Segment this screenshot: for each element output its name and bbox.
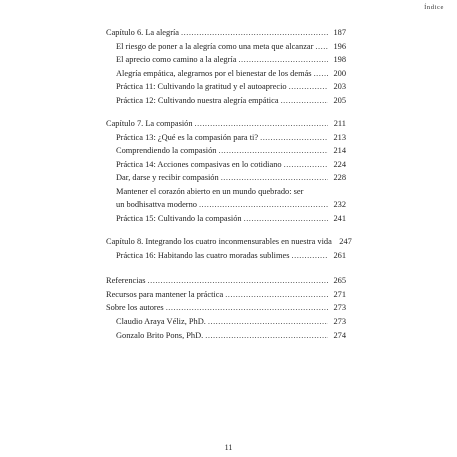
dot-leader xyxy=(284,158,328,171)
dot-leader xyxy=(181,26,328,39)
toc-entry xyxy=(116,67,346,80)
dot-leader xyxy=(221,171,328,184)
toc-entry-page: 214 xyxy=(333,146,346,155)
dot-leader xyxy=(208,315,328,328)
dot-leader xyxy=(166,301,328,314)
toc-entry xyxy=(116,212,346,225)
dot-leader xyxy=(195,117,328,130)
running-head: Índice xyxy=(424,4,444,11)
toc-entry-page: 228 xyxy=(333,173,346,182)
dot-leader xyxy=(315,40,328,53)
toc-entry-page: 265 xyxy=(333,276,346,285)
dot-leader xyxy=(238,53,328,66)
dot-leader xyxy=(199,198,328,211)
toc-entry-page: 274 xyxy=(333,331,346,340)
toc-entry-title: Práctica 14: Acciones compasivas en lo cotidiano xyxy=(116,160,282,169)
toc-entry xyxy=(116,329,346,342)
toc-entry-page: 211 xyxy=(333,119,346,128)
toc-entry-title: El aprecio como camino a la alegría xyxy=(116,55,237,64)
toc-entry-title: Práctica 11: Cultivando la gratitud y el autoaprecio xyxy=(116,82,287,91)
toc-entry-page: 200 xyxy=(333,69,346,78)
toc-entry-title: Comprendiendo la compasión xyxy=(116,146,217,155)
toc-entry xyxy=(116,185,346,198)
toc-entry-title: El riesgo de poner a la alegría como una meta que alcanzar xyxy=(116,42,314,51)
toc-entry-title: Claudio Araya Véliz, PhD. xyxy=(116,317,206,326)
toc-entry-page: 241 xyxy=(333,214,346,223)
toc-entry xyxy=(116,249,346,262)
toc-entry xyxy=(116,158,346,171)
toc-entry xyxy=(116,198,346,211)
toc-entry xyxy=(106,288,346,301)
toc-entry-page: 187 xyxy=(333,28,346,37)
toc-entry xyxy=(116,94,346,107)
toc-entry-title: Referencias xyxy=(106,276,146,285)
toc-entry xyxy=(116,144,346,157)
toc-entry xyxy=(116,40,346,53)
toc-entry-title: Gonzalo Brito Pons, PhD. xyxy=(116,331,204,340)
dot-leader xyxy=(314,67,328,80)
dot-leader xyxy=(289,80,328,93)
toc-entry-page: 273 xyxy=(333,303,346,312)
toc-entry-title: Práctica 16: Habitando las cuatro moradas sublimes xyxy=(116,251,290,260)
toc-entry-title: Mantener el corazón abierto en un mundo quebrado: ser xyxy=(116,187,304,196)
toc-entry-title: Práctica 15: Cultivando la compasión xyxy=(116,214,242,223)
toc-entry-title: Recursos para mantener la práctica xyxy=(106,290,224,299)
dot-leader xyxy=(260,131,328,144)
toc-entry-page: 196 xyxy=(333,42,346,51)
toc-entry-page: 247 xyxy=(339,237,352,246)
toc-entry xyxy=(106,301,346,314)
dot-leader xyxy=(281,94,328,107)
toc-entry xyxy=(116,131,346,144)
toc-entry-page: 224 xyxy=(333,160,346,169)
toc-entry-title: un bodhisattva moderno xyxy=(116,200,197,209)
toc-entry xyxy=(106,117,346,130)
toc-entry-page: 273 xyxy=(333,317,346,326)
dot-leader xyxy=(218,144,328,157)
toc-entry xyxy=(106,26,346,39)
toc-entry-page: 213 xyxy=(333,133,346,142)
toc-entry-title: Capítulo 7. La compasión xyxy=(106,119,193,128)
dot-leader xyxy=(148,274,328,287)
toc-entry xyxy=(116,315,346,328)
toc-entry-page: 203 xyxy=(333,82,346,91)
toc-entry-title: Sobre los autores xyxy=(106,303,164,312)
toc-entry xyxy=(106,274,346,287)
toc-entry-title: Dar, darse y recibir compasión xyxy=(116,173,219,182)
dot-leader xyxy=(205,329,328,342)
toc-entry-page: 271 xyxy=(333,290,346,299)
page-number: 11 xyxy=(224,443,233,452)
toc-entry-page: 232 xyxy=(333,200,346,209)
dot-leader xyxy=(225,288,328,301)
toc-entry-title: Práctica 13: ¿Qué es la compasión para ti? xyxy=(116,133,259,142)
toc-entry xyxy=(116,171,346,184)
toc-entry-page: 205 xyxy=(333,96,346,105)
toc-entry xyxy=(116,80,346,93)
dot-leader xyxy=(244,212,328,225)
toc-entry xyxy=(106,235,352,248)
toc-entry xyxy=(116,53,346,66)
toc-entry-title: Capítulo 8. Integrando los cuatro inconmensurables en nuestra vida xyxy=(106,237,332,246)
toc-entry-title: Práctica 12: Cultivando nuestra alegría empática xyxy=(116,96,279,105)
dot-leader xyxy=(292,249,329,262)
toc-entry-title: Capítulo 6. La alegría xyxy=(106,28,180,37)
toc-entry-page: 261 xyxy=(333,251,346,260)
toc-entry-page: 198 xyxy=(333,55,346,64)
toc-entry-title: Alegría empática, alegrarnos por el bienestar de los demás xyxy=(116,69,312,78)
